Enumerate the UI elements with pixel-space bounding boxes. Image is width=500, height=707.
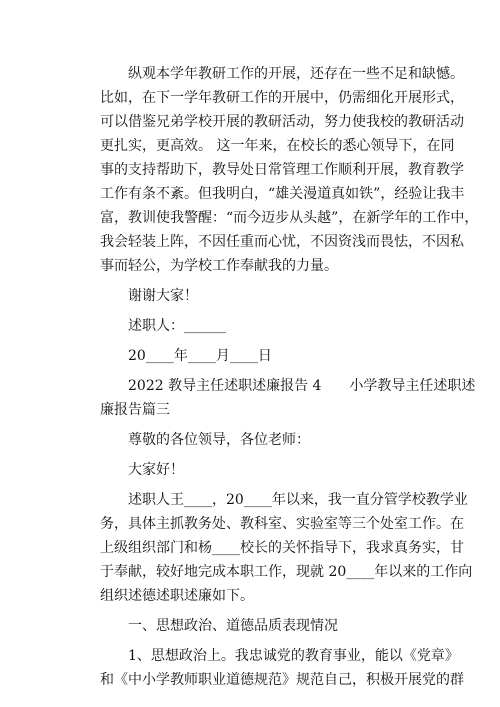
text-line: 事的支持帮助下，教导处日常管理工作顺利开展，教育教学 [100,162,464,178]
text-line: 和《中小学教师职业道德规范》规范自己，积极开展党的群 [100,672,464,688]
text-line: 我会轻装上阵，不因任重而心忧，不因资浅而畏怯，不因私 [100,234,464,250]
text-line: 一、思想政治、道德品质表现情况 [128,618,338,634]
paragraph-summary [100,62,479,278]
text-line: 工作有条不紊。但我明白，“雄关漫道真如铁”，经验让我丰 [100,186,465,202]
paragraph-intro [100,488,473,608]
text-line: 更扎实，更高效。 这一年来，在校长的悉心领导下，在同 [100,138,455,154]
text-line: 事而轻公，为学校工作奉献我的力量。 [100,258,338,274]
text-line: 1、思想政治上。我忠诚党的教育事业，能以《党章》 [128,648,459,664]
text-line: 述职人：______ [128,318,226,334]
section-heading [100,614,440,638]
paragraph-reporter [100,314,440,338]
text-line: 上级组织部门和杨____校长的关怀指导下，我求真务实，甘 [100,540,464,556]
paragraph-greeting [100,458,440,482]
text-line: 述职人王____，20____年以来，我一直分管学校教学业 [128,492,468,508]
text-line: 比如，在下一学年教研工作的开展中，仍需细化开展形式， [100,90,464,106]
text-line: 组织述德述职述廉如下。 [100,588,254,604]
paragraph-politics [100,644,464,692]
paragraph-date [100,344,440,368]
text-line: 20____年____月____日 [128,348,272,364]
text-line: 尊敬的各位领导，各位老师： [128,432,310,448]
text-line: 富，教训使我警醒：“而今迈步从头越”，在新学年的工作中， [100,210,479,226]
text-line: 纵观本学年教研工作的开展，还存在一些不足和缺憾。 [128,66,464,82]
document-body [100,62,479,692]
paragraph-thanks [100,284,440,308]
text-line: 务，具体主抓教务处、教科室、实验室等三个处室工作。在 [100,516,464,532]
text-line: 可以借鉴兄弟学校开展的教研活动，努力使我校的教研活动 [100,114,464,130]
paragraph-salutation [100,428,440,452]
text-line: 大家好！ [128,462,184,478]
paragraph-report-title [100,374,476,422]
text-line: 谢谢大家！ [128,288,198,304]
text-line: 于奉献，较好地完成本职工作，现就 20____年以来的工作向 [100,564,473,580]
text-line: 2022 教导主任述职述廉报告 4 小学教导主任述职述 [128,378,476,394]
text-line: 廉报告篇三 [100,402,170,418]
